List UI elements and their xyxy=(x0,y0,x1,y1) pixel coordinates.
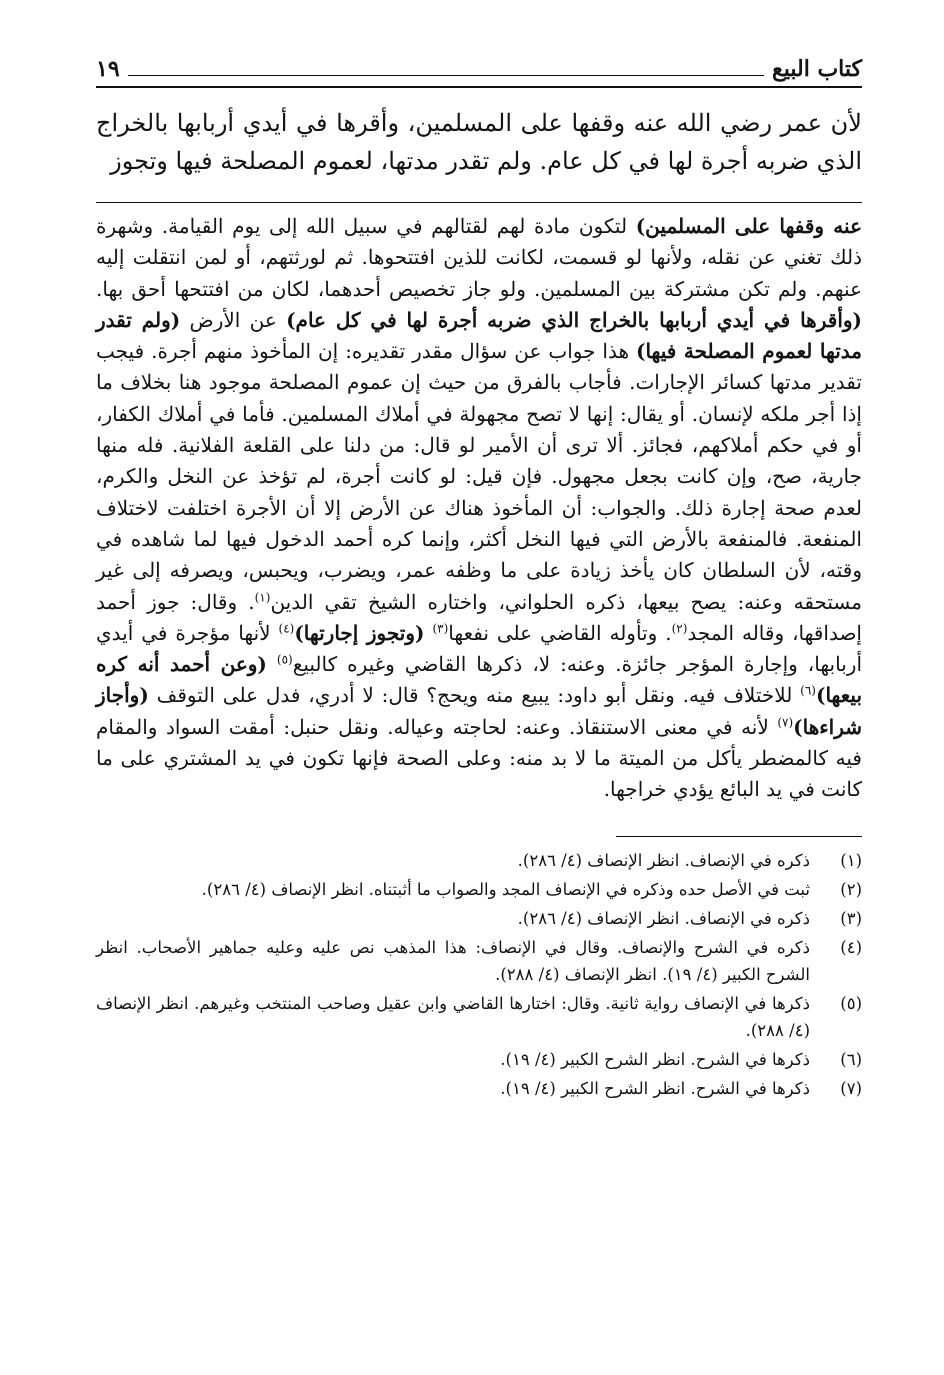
quoted-matn: (وتجوز إجارتها) xyxy=(294,620,425,645)
commentary-segment: لأنها مؤجرة في أيدي أربابها، وإجارة المؤجر جائزة. وعنه: لا، ذكرها القاضي وغيره كالبيع xyxy=(96,620,863,677)
main-text: لأن عمر رضي الله عنه وقفها على المسلمين، وأقرها في أيدي أربابها بالخراج الذي ضربه أجرة لها في كل عام. ولم تقدر مدتها، لعموم المصلحة فيها وتجوز xyxy=(96,109,862,175)
commentary-segment: عن الأرض xyxy=(180,307,287,332)
footnote-ref: (٤) xyxy=(278,621,295,636)
footnote-ref: (٦) xyxy=(800,683,816,698)
footnote-item xyxy=(96,847,862,874)
book-page xyxy=(96,48,862,1104)
chapter-title: كتاب البيع xyxy=(772,56,862,82)
footnote-divider xyxy=(616,836,862,837)
footnote-number: (٥) xyxy=(840,993,862,1013)
quoted-matn: (وأقرها في أيدي أربابها بالخراج الذي ضربه أجرة لها في كل عام) xyxy=(286,307,863,332)
footnote-item xyxy=(96,990,862,1044)
footnote-ref: (٧) xyxy=(777,715,794,730)
footnote-text: ذكرها في الإنصاف رواية ثانية. وقال: اختارها القاضي وابن عقيل وصاحب المنتخب وغيرهم. انظر الإنصاف (٤/ ٢٨٨). xyxy=(96,993,810,1040)
commentary-text xyxy=(96,211,862,806)
footnote-number: (١) xyxy=(840,850,862,870)
text-divider xyxy=(96,202,862,203)
quoted-matn: (وأجاز شراءها) xyxy=(96,683,862,739)
footnote-number: (٣) xyxy=(840,908,862,928)
footnote-ref: (٣) xyxy=(432,621,449,636)
footnote-ref: (٢) xyxy=(671,621,688,636)
running-header xyxy=(96,48,862,88)
footnote-text: ذكره في الإنصاف. انظر الإنصاف (٤/ ٢٨٦). xyxy=(517,850,810,870)
footnote-item xyxy=(96,1046,862,1073)
footnote-text: ذكره في الشرح والإنصاف. وقال في الإنصاف: هذا المذهب نص عليه وعليه جماهير الأصحاب. انظر الشرح الكبير (٤/ ١٩). انظر الإنصاف (٤/ ٢٨٨). xyxy=(96,937,810,984)
commentary-segment: لأنه في معنى الاستنقاذ. وعنه: لحاجته وعياله. ونقل حنبل: أمقت السواد والمقام فيه كالمضطر يأكل من الميتة ما لا بد منه: وعلى الصحة فإنها تكون في يد المشتري على ما كانت في يد البائع يؤدي خراجها. xyxy=(96,714,862,802)
footnotes xyxy=(96,847,862,1102)
footnote-text: ذكره في الإنصاف. انظر الإنصاف (٤/ ٢٨٦). xyxy=(517,908,810,928)
commentary-segment: هذا جواب عن سؤال مقدر تقديره: إن المأخوذ منهم أجرة. فيجب تقدير مدتها كسائر الإجارات. فأجاب بالفرق من حيث إن عموم المصلحة موجود هنا بخلاف ما إذا أجر ملكه لإنسان. أو يقال: إنها لا تصح مجهولة في أملاك المسلمين. فأما في أملاك الكفار، أو في حكم أملاكهم، فجائز. ألا ترى أن الأمير لو قال: من دلنا على القلعة الفلانية. فله منها جارية، صح، وإن كانت بجعل مجهول. فإن قيل: لو كانت أجرة، لم تؤخذ عن النخل والكرم، لعدم صحة إجارة ذلك. والجواب: أن المأخوذ هناك عن الأرض إلا أن الأجرة اختلفت لاختلاف المنفعة. فالمنفعة بالأرض التي فيها النخل أكثر، وإنما كره أحمد الدخول فيها لما شاهده في وقته، لأن السلطان كان يأخذ زيادة على ما وظفه عمر، ويضرب، ويحبس، ويصرفه إلى غير مستحقه وعنه: يصح بيعها، ذكره الحلواني، واختاره الشيخ تقي الدين xyxy=(96,339,862,614)
footnote-number: (٢) xyxy=(840,879,862,899)
footnote-ref: (١) xyxy=(254,589,271,604)
page-number: ١٩ xyxy=(96,56,120,82)
header-rule xyxy=(128,75,764,76)
commentary-segment: للاختلاف فيه. ونقل أبو داود: يبيع منه ويحج؟ قال: لا أدري، فدل على التوقف xyxy=(148,683,801,708)
footnote-text: ذكرها في الشرح. انظر الشرح الكبير (٤/ ١٩). xyxy=(500,1078,810,1098)
footnote-number: (٦) xyxy=(840,1049,862,1069)
commentary-segment: . وقال: جوز أحمد إصداقها، وقاله المجد xyxy=(96,589,862,645)
footnote-number: (٧) xyxy=(840,1078,862,1098)
commentary-segment xyxy=(267,652,277,676)
footnote-number: (٤) xyxy=(840,937,862,957)
footnote-item xyxy=(96,1075,862,1102)
footnote-item xyxy=(96,876,862,903)
footnote-text: ذكرها في الشرح. انظر الشرح الكبير (٤/ ١٩). xyxy=(500,1049,810,1069)
footnote-item xyxy=(96,905,862,932)
footnote-ref: (٥) xyxy=(276,652,293,667)
commentary-segment: لتكون مادة لهم لقتالهم في سبيل الله إلى يوم القيامة. وشهرة ذلك تغني عن نقله، ولأنها لو قسمت، لكانت للذين افتتحوها. ثم لورثتهم، أو لمن انتقلت إليه عنهم. ولم تكن مشتركة بين المسلمين. ولو جاز تخصيص أحدهما، لكان من افتتحها أحق بها. xyxy=(96,214,862,301)
quoted-matn: (وعن أحمد أنه كره بيعها) xyxy=(96,652,863,708)
quoted-matn: (ولم تقدر مدتها لعموم المصلحة فيها) xyxy=(96,307,862,364)
footnote-text: ثبت في الأصل حده وذكره في الإنصاف المجد والصواب ما أثبتناه. انظر الإنصاف (٤/ ٢٨٦). xyxy=(201,879,810,899)
quoted-matn: عنه وقفها على المسلمين) xyxy=(635,214,862,238)
footnote-item xyxy=(96,934,862,988)
commentary-segment: . وتأوله القاضي على نفعها xyxy=(448,620,672,645)
